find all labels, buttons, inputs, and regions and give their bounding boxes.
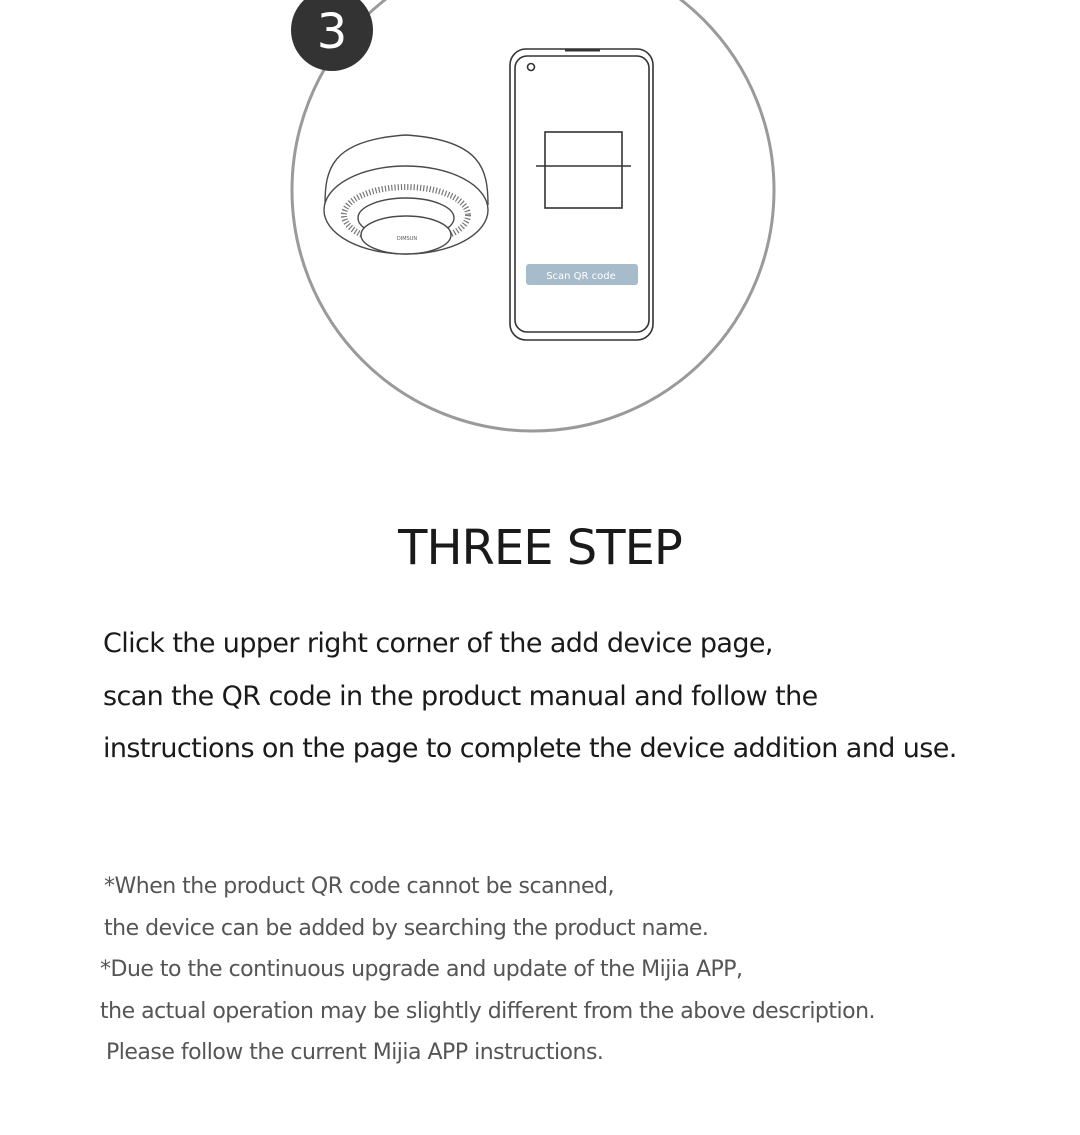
phone-outer-frame <box>510 49 653 340</box>
page-title: THREE STEP <box>398 520 682 576</box>
instructions-list <box>103 618 1063 776</box>
smoke-detector-illustration <box>324 135 488 254</box>
note-line: the device can be added by searching the product name. <box>104 915 709 941</box>
step-badge-number: 3 <box>316 4 348 60</box>
note-line: the actual operation may be slightly different from the above description. <box>100 998 876 1024</box>
detector-center-button <box>361 216 451 254</box>
scan-qr-button <box>526 264 638 285</box>
note-line: *When the product QR code cannot be scanned, <box>104 874 614 899</box>
phone-illustration <box>510 49 653 340</box>
note-line: Please follow the current Mijia APP instructions. <box>106 1040 604 1066</box>
instruction-line: scan the QR code in the product manual and follow the <box>103 680 818 712</box>
notes-list <box>100 866 1060 1074</box>
step-illustration <box>0 0 1080 440</box>
instruction-line: instructions on the page to complete the device addition and use. <box>103 733 957 764</box>
step-badge <box>291 0 373 71</box>
instruction-line: Click the upper right corner of the add device page, <box>103 628 773 659</box>
scan-qr-button-label: Scan QR code <box>546 271 616 282</box>
detector-brand-text: DIMSUN <box>396 236 418 242</box>
note-line: *Due to the continuous upgrade and update of the Mijia APP, <box>100 957 743 983</box>
